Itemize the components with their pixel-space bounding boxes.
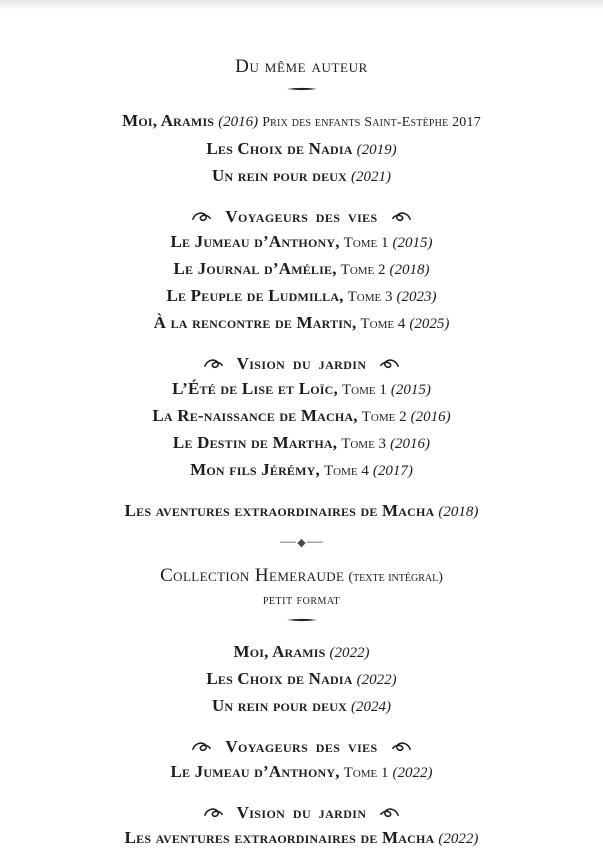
book-title: Le Journal d’Amélie,: [173, 259, 337, 278]
book-title: Les aventures extraordinaires de Macha: [124, 828, 435, 847]
book-entry: [0, 666, 603, 693]
book-year: (2025): [409, 316, 450, 332]
book-year: (2019): [356, 142, 397, 158]
collection-title-line: [0, 563, 603, 591]
book-tome: Tome 4: [323, 463, 369, 479]
fleuron-right-icon: [379, 807, 399, 818]
series-book-list: [0, 759, 603, 786]
book-year: (2023): [396, 289, 437, 305]
series-book-list: [0, 229, 603, 337]
book-year: (2021): [351, 169, 392, 185]
divider-dash: —: [306, 533, 323, 550]
fleuron-right-icon: [379, 358, 399, 369]
series-title: Voyageurs des vies: [225, 207, 378, 226]
book-entry: [0, 693, 603, 720]
series-title: Voyageurs des vies: [225, 737, 378, 756]
book-year: (2016): [410, 409, 451, 425]
fleuron-left-icon: [192, 741, 212, 752]
series-title: Vision du jardin: [236, 354, 367, 373]
book-entry: [0, 759, 603, 786]
book-entry: [0, 403, 603, 430]
series-header: [0, 800, 603, 825]
book-tome: Tome 3: [347, 289, 393, 305]
book-title: Les aventures extraordinaires de Macha: [124, 501, 435, 520]
book-tome: Tome 3: [341, 436, 387, 452]
series-vision-du-jardin-reissue: [0, 800, 603, 852]
book-title: Mon fils Jérémy,: [190, 460, 320, 479]
series-book-list: [0, 376, 603, 484]
book-title: Moi, Aramis: [122, 111, 215, 130]
diamond-icon: ◆: [297, 536, 306, 549]
book-year: (2022): [356, 672, 397, 688]
fleuron-left-icon: [204, 807, 224, 818]
book-year: (2018): [389, 262, 430, 278]
book-entry: [0, 457, 603, 484]
book-entry: [0, 283, 603, 310]
series-voyageurs-des-vies-reissue: [0, 734, 603, 786]
book-title: Le Destin de Martha,: [172, 433, 338, 452]
book-entry: [0, 498, 603, 525]
book-year: (2024): [351, 699, 392, 715]
book-year: (2018): [438, 504, 479, 520]
book-entry: [0, 108, 603, 136]
book-title: Un rein pour deux: [211, 166, 348, 185]
book-year: (2016): [390, 436, 431, 452]
series-header: [0, 204, 603, 229]
collection-name: Collection Hemeraude: [160, 565, 345, 586]
book-award: Prix des enfants Saint-Estèphe 2017: [262, 115, 481, 130]
book-year: (2022): [329, 645, 370, 661]
book-year: (2022): [438, 831, 479, 847]
book-tome: Tome 1: [343, 235, 389, 251]
fleuron-right-icon: [391, 741, 411, 752]
standalone-book: [0, 498, 603, 525]
collection-subtitle: petit format: [262, 593, 341, 608]
fleuron-right-icon: [391, 211, 411, 222]
book-year: (2016): [218, 114, 259, 130]
book-title: À la rencontre de Martin,: [153, 313, 357, 332]
section-divider: [0, 533, 603, 551]
book-title: Moi, Aramis: [233, 642, 326, 661]
book-entry: [0, 136, 603, 163]
series-header: [0, 351, 603, 376]
book-entry: [0, 256, 603, 283]
series-title: Vision du jardin: [236, 803, 367, 822]
opening-books: [0, 108, 603, 190]
book-title: La Re-naissance de Macha,: [152, 406, 358, 425]
series-book-list: [0, 825, 603, 852]
book-entry: [0, 639, 603, 666]
book-tome: Tome 1: [343, 765, 389, 781]
reissue-books: [0, 639, 603, 720]
book-entry: [0, 430, 603, 457]
page-title: Du même auteur: [235, 56, 368, 77]
collection-note: (texte intégral): [348, 570, 443, 585]
fleuron-left-icon: [192, 211, 212, 222]
book-entry: [0, 163, 603, 190]
book-title: L’Été de Lise et Loïc,: [172, 379, 338, 398]
book-title: Le Jumeau d’Anthony,: [170, 232, 340, 251]
series-header: [0, 734, 603, 759]
book-entry: [0, 310, 603, 337]
tapered-rule-icon: [286, 617, 318, 623]
book-tome: Tome 2: [361, 409, 407, 425]
series-voyageurs-des-vies: [0, 204, 603, 337]
book-year: (2015): [392, 235, 433, 251]
book-title: Les Choix de Nadia: [206, 669, 353, 688]
divider-dash: —: [280, 533, 297, 550]
book-entry: [0, 376, 603, 403]
book-title: Les Choix de Nadia: [206, 139, 353, 158]
series-vision-du-jardin: [0, 351, 603, 484]
book-year: (2017): [372, 463, 413, 479]
book-title: Le Jumeau d’Anthony,: [170, 762, 340, 781]
book-title: Un rein pour deux: [211, 696, 348, 715]
book-tome: Tome 4: [360, 316, 406, 332]
collection-heading: [0, 563, 603, 623]
book-tome: Tome 1: [341, 382, 387, 398]
book-entry: [0, 229, 603, 256]
book-title: Le Peuple de Ludmilla,: [166, 286, 344, 305]
book-entry: [0, 825, 603, 852]
book-year: (2022): [392, 765, 433, 781]
fleuron-left-icon: [204, 358, 224, 369]
tapered-rule-icon: [286, 86, 318, 92]
book-year: (2015): [390, 382, 431, 398]
book-tome: Tome 2: [340, 262, 386, 278]
